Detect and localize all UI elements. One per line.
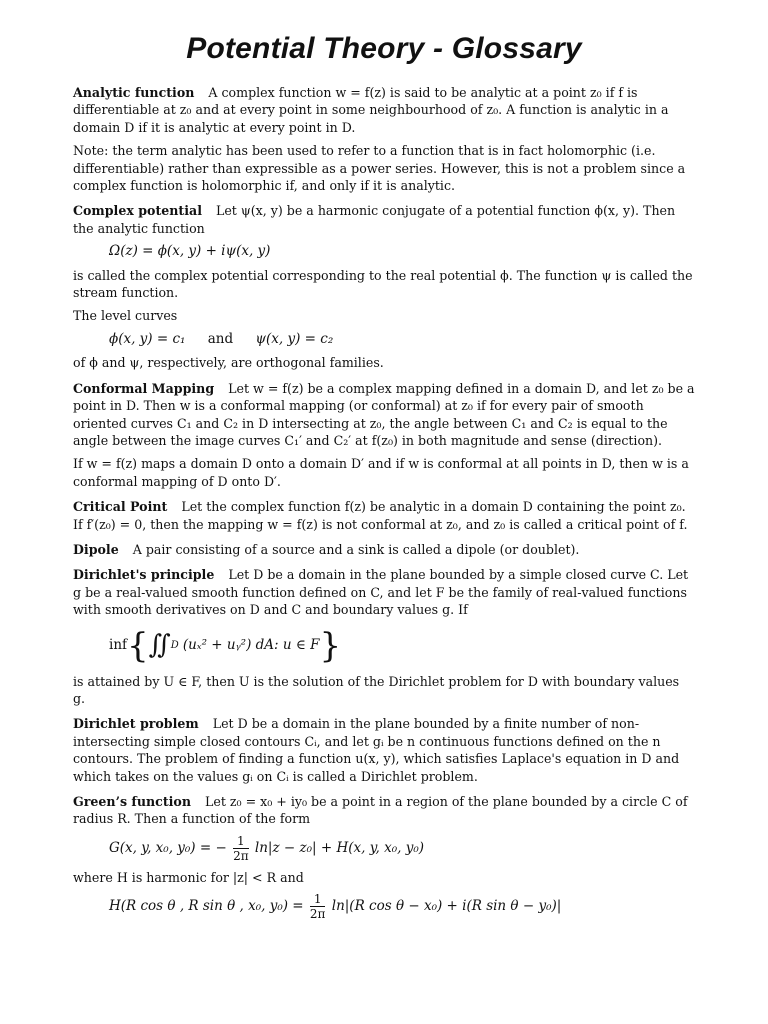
definition-text: is attained by U ∈ F, then U is the solution of the Dirichlet problem for D with boundary values g. (73, 673, 680, 706)
equation-and: and (207, 330, 234, 347)
fraction (310, 892, 326, 921)
paragraph (73, 84, 695, 136)
definition-text: Let the complex function f(z) be analytic in a domain D containing the point z₀. If f′(z₀) = 0, then the mapping w = f(z) is not conformal at z₀, and z₀ is called a critical point of f. (73, 499, 688, 532)
term-label: Complex potential (73, 203, 202, 219)
paragraph (73, 380, 695, 450)
fraction-denominator: 2π (309, 907, 326, 922)
term-label: Dirichlet problem (73, 716, 199, 732)
entry-conformal-mapping (73, 380, 695, 490)
equation-right: ln|(R cos θ − x₀) + i(R sin θ − y₀)| (331, 898, 562, 915)
term-label: Analytic function (73, 85, 195, 100)
definition-text: Let D be a domain in the plane bounded by a simple closed curve C. Let g be a real-valued smooth function defined on C, and let F be the family of real-valued functions with smooth derivatives on D and C and boundary values g. If (73, 567, 689, 618)
equation-right: ln|z − z₀| + H(x, y, x₀, y₀) (254, 839, 425, 856)
definition-text: Let z₀ = x₀ + iy₀ be a point in a region of the plane bounded by a circle C of radius R. Then a function of the form (73, 794, 688, 827)
equation-right: ψ(x, y) = c₂ (255, 330, 334, 347)
entry-greens-function (73, 793, 695, 921)
definition-text: where H is harmonic for |z| < R and (73, 869, 304, 885)
equation-left: ϕ(x, y) = c₁ (109, 330, 186, 347)
fraction-numerator: 1 (233, 834, 249, 849)
term-label: Conformal Mapping (73, 380, 215, 396)
equation-left: G(x, y, x₀, y₀) = − (109, 839, 227, 856)
double-integral-glyph: ∬ (148, 629, 171, 660)
definition-text: of ϕ and ψ, respectively, are orthogonal families. (73, 355, 384, 371)
equation-level-curves (109, 331, 695, 348)
entry-dirichlet-problem (73, 715, 695, 785)
page-title: Potential Theory - Glossary (186, 32, 582, 65)
equation-complex-potential: Ω(z) = ϕ(x, y) + iψ(x, y) (109, 243, 271, 260)
note-text: Note: the term analytic has been used to refer to a function that is in fact holomorphic (i.e. differentiable) rather than expressible as a power series. However, this is not a problem since a complex function is holomorphic if, and only if it is analytic. (73, 143, 686, 194)
paragraph (73, 566, 695, 618)
paragraph (73, 202, 695, 237)
equation-integrand: (uₓ² + uᵧ²) dA: u ∈ F (182, 636, 320, 653)
term-label: Green’s function (73, 794, 191, 809)
term-label: Dipole (73, 541, 119, 557)
definition-text: Let ψ(x, y) be a harmonic conjugate of a potential function ϕ(x, y). Then the analytic function (73, 203, 676, 236)
fraction (233, 834, 249, 863)
entry-analytic-function (73, 84, 695, 194)
definition-text: A complex function w = f(z) is said to be analytic at a point z₀ if f is differentiable at z₀ and at every point in some neighbourhood of z₀. A function is analytic in a domain D if it is analytic at every point in D. (73, 85, 669, 135)
paragraph (73, 715, 695, 785)
definition-text: If w = f(z) maps a domain D onto a domain D′ and if w is conformal at all points in D, then w is a conformal mapping of D onto D′. (73, 456, 689, 489)
integral-domain: D (170, 639, 179, 651)
equation-inf: inf (109, 636, 128, 653)
equation-greens-H (109, 892, 695, 921)
entry-complex-potential (73, 202, 695, 371)
fraction-numerator: 1 (310, 892, 326, 907)
term-label: Critical Point (73, 499, 168, 515)
entry-dipole (73, 541, 695, 558)
definition-text: Let D be a domain in the plane bounded by a finite number of non-intersecting simple closed contours Cᵢ, and let gᵢ be n continuous functions defined on the n contours. The problem of finding a function u(x, y), which satisfies Laplace's equation in D and which takes on the values gᵢ on Cᵢ is called a Dirichlet problem. (73, 716, 680, 784)
equation-left: H(R cos θ , R sin θ , x₀, y₀) = (109, 898, 304, 915)
paragraph (73, 541, 695, 558)
definition-text: is called the complex potential corresponding to the real potential ϕ. The function ψ is called the stream function. (73, 267, 693, 301)
fraction-denominator: 2π (233, 848, 249, 863)
term-label: Dirichlet's principle (73, 567, 215, 583)
paragraph (73, 498, 695, 533)
entry-dirichlets-principle (73, 566, 695, 707)
definition-text: Let w = f(z) be a complex mapping defined in a domain D, and let z₀ be a point in D. Then w is a conformal mapping (or conformal) at z₀ if for every pair of smooth oriented curves C₁ and C₂ in D intersecting at z₀, the angle between C₁ and C₂ is equal to the angle between the image curves C₁′ and C₂′ at f(z₀) in both magnitude and sense (direction). (73, 380, 695, 448)
entry-critical-point (73, 498, 695, 533)
paragraph (73, 793, 695, 828)
left-brace-glyph: { (127, 625, 149, 666)
definition-text: A pair consisting of a source and a sink is called a dipole (or doublet). (132, 541, 580, 557)
equation-greens-G (109, 834, 695, 863)
right-brace-glyph: } (319, 625, 342, 666)
glossary-body (73, 84, 695, 929)
definition-text: The level curves (73, 308, 178, 324)
equation-dirichlet-infimum (109, 625, 695, 666)
